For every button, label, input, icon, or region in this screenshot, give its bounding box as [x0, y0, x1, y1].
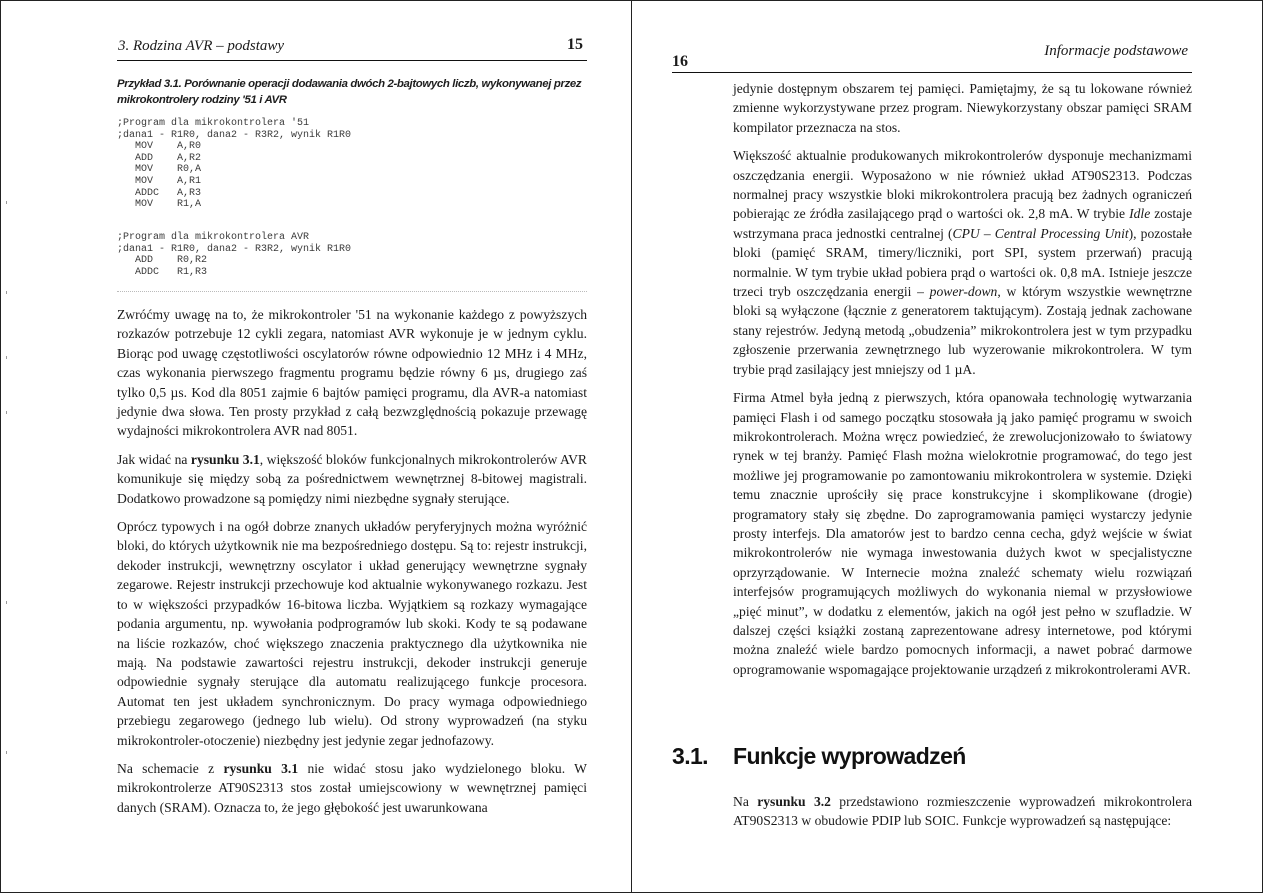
- right-body-section: [733, 792, 1192, 840]
- right-page: [631, 0, 1263, 893]
- page-number: 16: [672, 53, 688, 70]
- running-title: 3. Rodzina AVR – podstawy: [118, 38, 285, 54]
- scan-speck: [6, 356, 7, 359]
- scan-speck: [6, 201, 7, 204]
- code-block-51: ;Program dla mikrokontrolera '51 ;dana1 - R1R0, dana2 - R3R2, wynik R1R0 MOV A,R0 ADD A,R2 MOV R0,A MOV A,R1 ADDC A,R3 MOV R1,A: [117, 118, 352, 211]
- term: power-down: [929, 284, 998, 300]
- code-block-avr: ;Program dla mikrokontrolera AVR ;dana1 - R1R0, dana2 - R3R2, wynik R1R0 ADD R0,R2 ADDC R1,R3: [117, 232, 352, 278]
- paragraph: Większość aktualnie produkowanych mikrokontrolerów dysponuje mechanizmami oszczędzania energii. Wyposażono w nie również układ AT90S2313. Podczas normalnej pracy wszystkie bloki mikrokontrolera pracują bez żadnych ograniczeń pobierając ze źródła zasilającego prąd o wartości ok. 2,8 mA. W trybie Idle zostaje wstrzymana praca jednostki centralnej (CPU – Central Processing Unit), pozostałe bloki (pamięć SRAM, timery/liczniki, port SPI, system przerwań) pracują normalnie. W tym trybie układ pobiera prąd o wartości ok. 0,8 mA. Istnieje jeszcze trzeci tryb oszczędzania energii – power-down, w którym wszystkie wewnętrzne bloki są wyłączone (łącznie z generatorem taktującym). Zostają jednak zachowane stany rejestrów. Jedyną metodą „obudzenia” mikrokontrolera jest w tym przypadku zgłoszenie przerwania zewnętrznego lub wyzerowanie mikrokontrolera. W tym trybie prąd zasilający jest mniejszy od 1 µA.: [733, 148, 1193, 377]
- left-body: [117, 305, 587, 826]
- section-number: 3.1.: [672, 743, 708, 769]
- page-number: 15: [567, 36, 583, 53]
- figure-reference: rysunku 3.1: [223, 760, 299, 776]
- paragraph: Firma Atmel była jedną z pierwszych, która opanowała technologię wytwarzania pamięci Flash i od samego początku stosowała ją jako pamięć programu w swoich mikrokontrolerach. Można wręcz powiedzieć, że zrewolucjonizowało to światowy rynek w tej branży. Pamięć Flash można wielokrotnie programować, do tego jest możliwe jej programowanie po zamontowaniu mikrokontrolera w systemie. Dzięki temu znacznie uprościły się prace konstrukcyjne i skomplikowane (drogie) programatory stały się zbędne. Do zaprogramowania pamięci wystarczy jedynie prosty interfejs. Dla amatorów jest to bardzo cenna cecha, gdyż wejście w świat mikrokontrolerów nie wymaga inwestowania dużych kwot w specjalistyczne oprzyrządowanie. W Internecie można znaleźć schematy wielu rozwiązań interfejsów programujących możliwych do wykonania niemal w przysłowiowe „pięć minut”, w dodatku z elementów, jakich na ogół jest pełno w szufladzie. W dalszej części książki zostaną zaprezentowane adresy internetowe, pod którymi można znaleźć wiele bardzo pomocnych informacji, a nawet pobrać darmowe oprogramowanie wspomagające projektowanie urządzeń z mikrokontrolerami AVR.: [733, 390, 1192, 677]
- figure-reference: rysunku 3.1: [190, 451, 260, 467]
- paragraph: jedynie dostępnym obszarem tej pamięci. Pamiętajmy, że są tu lokowane również zmienne wykorzystywane przez program. Niewykorzystany obszar pamięci SRAM kompilator przeznacza na stos.: [733, 81, 1192, 135]
- header-rule: [672, 72, 1192, 73]
- right-body: [733, 79, 1192, 688]
- running-title: Informacje podstawowe: [1044, 43, 1188, 59]
- figure-reference: rysunku 3.2: [757, 794, 831, 809]
- paragraph: Oprócz typowych i na ogół dobrze znanych układów peryferyjnych można wyróżnić bloki, do których użytkownik nie ma bezpośredniego dostępu. Są to: rejestr instrukcji, dekoder instrukcji, wewnętrzny oscylator i układ generujący wewnętrzne sygnały zegarowe. Rejestr instrukcji przechowuje kod aktualnie wykonywanego rozkazu. Jest to w większości przypadków 16-bitowa liczba. Wyjątkiem są rozkazy wymagające podania argumentu, np. wywołania podprogramów lub skoki. Kody te są podawane na liście rozkazów, choć większego znaczenia praktycznego dla użytkownika nie mają. Na podstawie zawartości rejestru instrukcji, dekoder instrukcji generuje odpowiednie sygnały sterujące dla automatu realizującego funkcje procesora. Automat ten jest układem synchronicznym. Do pracy wymaga odpowiedniego przebiegu zegarowego (jednego lub wielu). Od strony wyprowadzeń (na styku mikrokontroler-otoczenie) niezbędny jest jedynie zegar jednofazowy.: [117, 519, 587, 748]
- example-caption: Przykład 3.1. Porównanie operacji dodawania dwóch 2-bajtowych liczb, wykonywanej przez mikrokontrolery rodziny '51 i AVR: [117, 78, 582, 106]
- term: CPU – Central Processing Unit: [952, 225, 1129, 241]
- paragraph: Na rysunku 3.2 przedstawiono rozmieszczenie wyprowadzeń mikrokontrolera AT90S2313 w obudowie PDIP lub SOIC. Funkcje wyprowadzeń są następujące:: [733, 794, 1192, 829]
- scan-speck: [6, 601, 7, 604]
- scan-speck: [6, 411, 7, 414]
- scan-speck: [6, 291, 7, 294]
- paragraph: Zwróćmy uwagę na to, że mikrokontroler '51 na wykonanie każdego z powyższych rozkazów potrzebuje 12 cykli zegara, natomiast AVR wykonuje je w jednym cyklu. Biorąc pod uwagę częstotliwości oscylatorów równe odpowiednio 12 MHz i 4 MHz, czas wykonania pierwszego fragmentu programu będzie równy 6 µs, drugiego zaś tylko 0,5 µs. Kod dla 8051 zajmie 6 bajtów pamięci programu, dla AVR-a natomiast jedynie dwa słowa. Ten prosty przykład z całą bezwzględnością pokazuje przewagę wydajności mikrokontrolera AVR nad 8051.: [117, 307, 587, 439]
- header-rule: [117, 60, 587, 61]
- section-title: Funkcje wyprowadzeń: [733, 743, 966, 769]
- term: Idle: [1129, 206, 1151, 222]
- paragraph: Na schemacie z rysunku 3.1 nie widać stosu jako wydzielonego bloku. W mikrokontrolerze AT90S2313 stos został umiejscowiony w wewnętrznej pamięci danych (SRAM). Oznacza to, że jego głębokość jest uwarunkowana: [117, 760, 587, 815]
- scan-speck: [6, 751, 7, 754]
- code-divider: [117, 291, 587, 292]
- paragraph: Jak widać na rysunku 3.1, większość bloków funkcjonalnych mikrokontrolerów AVR komunikuje się między sobą za pośrednictwem wewnętrznej 8-bitowej magistrali. Dodatkowo prowadzone są pomiędzy nimi niezbędne sygnały sterujące.: [117, 451, 587, 506]
